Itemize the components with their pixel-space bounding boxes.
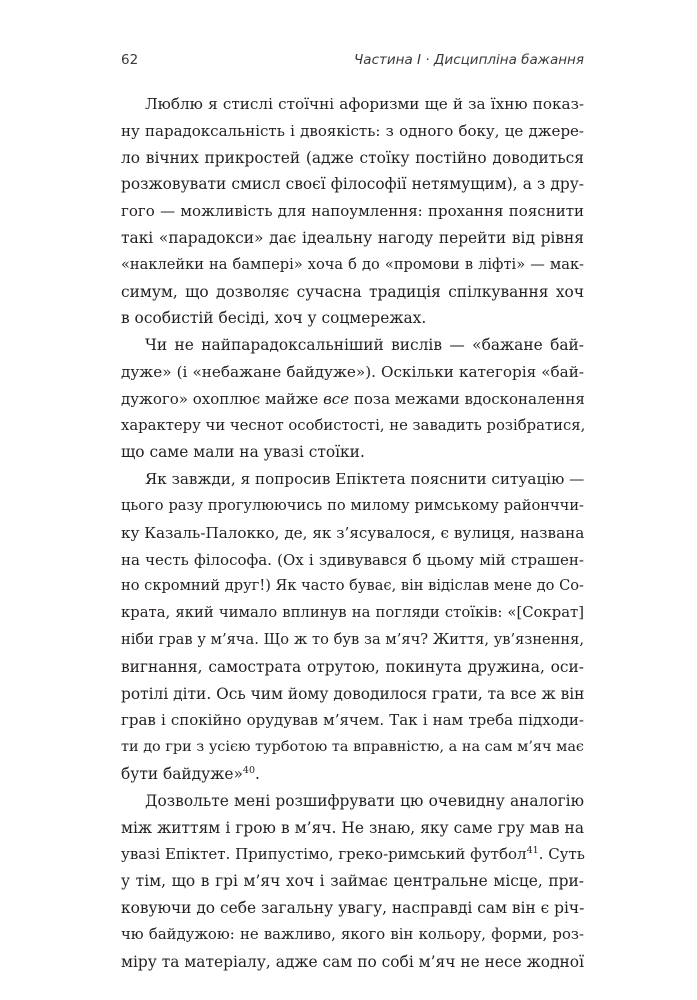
paragraph — [121, 332, 584, 466]
text-segment: поза межами вдосконалення — [353, 389, 585, 408]
text-line: такі «парадокси» дає ідеальну нагоду перейти від рівня — [121, 228, 584, 247]
text-segment: бути байдуже» — [121, 764, 243, 783]
text-line: Дозвольте мені розшифрувати цю очевидну аналогію — [145, 791, 584, 810]
paragraph — [121, 91, 584, 332]
footnote-ref-41[interactable]: 41 — [526, 845, 539, 857]
text-segment: увазі Епіктет. Припустімо, греко-римський футбол — [121, 845, 527, 864]
text-line: дуже» (і «небажане байдуже»). Оскільки категорія «бай- — [121, 362, 584, 381]
text-line: в особистій бесіді, хоч у соцмережах. — [121, 309, 427, 328]
text-line: міру та матеріалу, адже сам по собі м’яч не несе жодної — [121, 952, 584, 971]
paragraph — [121, 788, 584, 976]
text-line: ковуючи до себе загальну увагу, насправді сам він є річ- — [121, 898, 585, 917]
text-line: ку Казаль-Палокко, де, як з’ясувалося, є вулиця, названа — [121, 523, 585, 542]
text-line: ти до гри з усією турботою та вправністю, а на сам м’яч має — [121, 739, 584, 756]
text-segment: . Суть — [538, 845, 585, 864]
text-line: крата, який чимало вплинув на погляди стоїків: «[Сократ] — [121, 604, 584, 622]
text-line: Чи не найпарадоксальніший вислів — «бажане бай- — [145, 336, 584, 355]
page-number: 62 — [121, 52, 139, 68]
text-line: но скромний друг!) Як часто буває, він відіслав мене до Со- — [121, 577, 584, 595]
text-line: Люблю я стислі стоїчні афоризми ще й за їхню показ- — [145, 95, 584, 113]
text-line — [121, 841, 584, 868]
footnote-ref-40[interactable]: 40 — [242, 764, 255, 776]
text-line: у тім, що в грі м’яч хоч і займає центральне місце, при- — [121, 872, 584, 891]
text-line: між життям і грою в м’яч. Не знаю, яку саме гру мав на — [121, 818, 584, 837]
paragraph — [121, 466, 584, 788]
body-text — [121, 91, 584, 975]
text-line: ніби грав у м’яча. Що ж то був за м’яч? Життя, ув’язнення, — [121, 630, 584, 648]
text-line: розжовувати смисл своєї філософії нетямущим), а з дру- — [121, 175, 584, 194]
text-line — [121, 761, 584, 788]
text-line: ло вічних прикростей (адже стоїку постійно доводиться — [121, 148, 584, 167]
text-line: гого — можливість для напоумлення: прохання пояснити — [121, 202, 584, 221]
text-line — [121, 386, 584, 413]
text-line: цього разу прогулюючись по милому римському районччи- — [121, 496, 584, 514]
text-line: вигнання, самострата отрутою, покинута дружина, оси- — [121, 657, 584, 676]
text-line: характеру чи чеснот особистості, не завадить розібратися, — [121, 416, 586, 434]
text-line: на честь філософа. (Ох і здивувався б цьому мій страшен- — [121, 550, 584, 569]
chapter-title: Частина I · Дисципліна бажання — [354, 52, 584, 68]
text-segment: дужого» охоплює майже — [121, 389, 319, 408]
text-line: «наклейки на бампері» хоча б до «промови в ліфті» — мак- — [121, 255, 584, 273]
text-line: ротілі діти. Ось чим йому доводилося грати, та все ж він — [121, 684, 585, 703]
text-segment: . — [255, 764, 260, 783]
emphasis-text: все — [323, 389, 350, 408]
text-line: що саме мали на увазі стоїки. — [121, 443, 365, 462]
text-line: грав і спокійно орудував м’ячем. Так і нам треба підходи- — [121, 711, 584, 730]
text-line: чю байдужою: не важливо, якого він кольору, форми, роз- — [121, 925, 584, 943]
text-line: ну парадоксальність і двоякість: з одного боку, це джере- — [121, 121, 584, 140]
text-line: Як завжди, я попросив Епіктета пояснити ситуацію — — [145, 470, 585, 489]
running-head — [121, 52, 584, 72]
text-line: симум, що дозволяє сучасна традиція спілкування хоч — [121, 282, 584, 301]
